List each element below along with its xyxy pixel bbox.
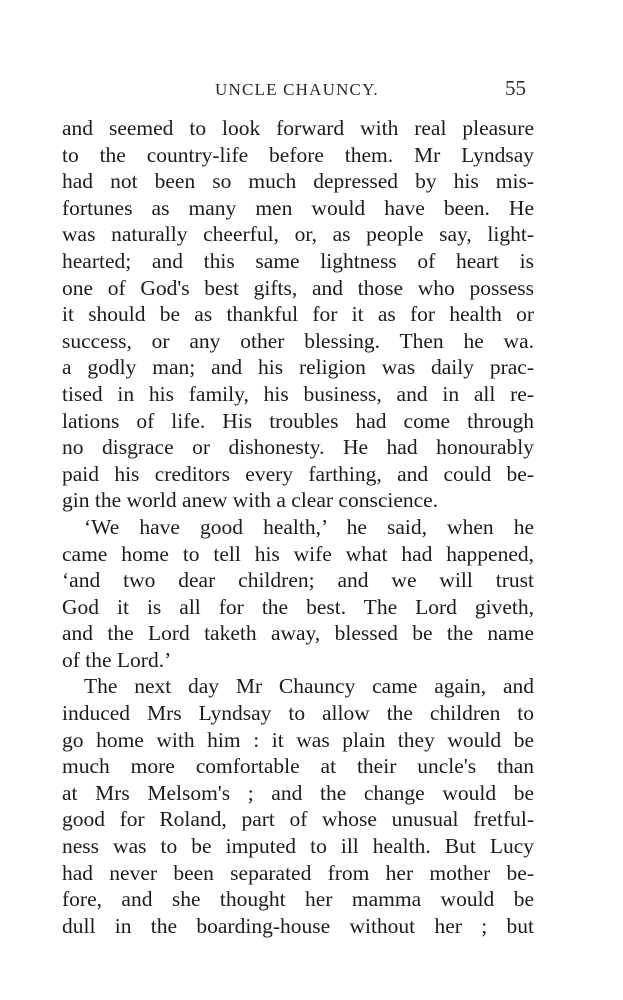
- text-line: no disgrace or dishonesty. He had honourably: [62, 435, 534, 460]
- text-line: go home with him : it was plain they would be: [62, 727, 534, 752]
- text-line: ‘and two dear children; and we will trust: [62, 568, 534, 593]
- text-line: gin the world anew with a clear conscience.: [62, 488, 439, 513]
- text-line: of the Lord.’: [62, 647, 172, 672]
- page-number: 55: [505, 76, 526, 100]
- text-line: induced Mrs Lyndsay to allow the children to: [62, 701, 534, 726]
- text-line: God it is all for the best. The Lord giveth,: [62, 594, 534, 619]
- text-line: at Mrs Melsom's ; and the change would be: [62, 780, 534, 805]
- text-line: good for Roland, part of whose unusual fretful-: [62, 807, 534, 832]
- text-line: The next day Mr Chauncy came again, and: [84, 674, 534, 699]
- text-line: and seemed to look forward with real pleasure: [62, 116, 534, 140]
- text-line: lations of life. His troubles had come through: [62, 408, 534, 433]
- text-line: it should be as thankful for it as for health or: [62, 302, 534, 327]
- text-line: fortunes as many men would have been. He: [62, 195, 534, 220]
- text-line: much more comfortable at their uncle's than: [62, 754, 534, 779]
- text-line: came home to tell his wife what had happened,: [62, 541, 534, 566]
- text-line: and the Lord taketh away, blessed be the name: [62, 621, 534, 646]
- text-line: fore, and she thought her mamma would be: [62, 887, 534, 912]
- text-line: ness was to be imputed to ill health. But Lucy: [62, 834, 534, 859]
- text-line: a godly man; and his religion was daily prac-: [62, 355, 534, 380]
- text-line: one of God's best gifts, and those who possess: [62, 275, 534, 300]
- text-line: to the country-life before them. Mr Lyndsay: [62, 142, 534, 167]
- text-line: had not been so much depressed by his mis-: [62, 169, 534, 194]
- text-line: dull in the boarding-house without her ; but: [62, 913, 534, 938]
- text-line: was naturally cheerful, or, as people say, light-: [62, 222, 534, 247]
- text-line: ‘We have good health,’ he said, when he: [84, 514, 534, 539]
- text-line: tised in his family, his business, and in all re-: [62, 381, 534, 406]
- text-line: had never been separated from her mother be-: [62, 860, 534, 885]
- running-title: UNCLE CHAUNCY.: [215, 80, 379, 99]
- text-line: paid his creditors every farthing, and could be-: [62, 461, 534, 486]
- body-text: [62, 115, 534, 939]
- text-line: hearted; and this same lightness of heart is: [62, 248, 534, 273]
- text-line: success, or any other blessing. Then he wa.: [62, 328, 534, 353]
